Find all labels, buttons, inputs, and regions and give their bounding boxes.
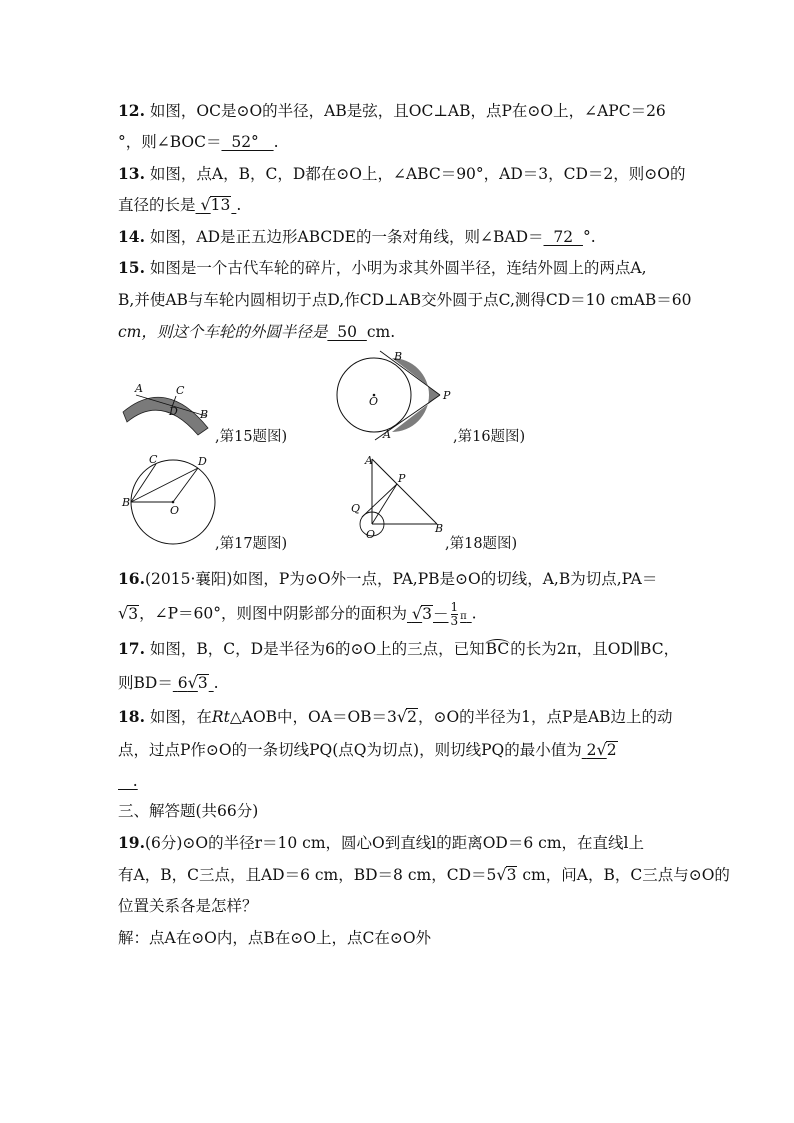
f15-label-A: A — [135, 382, 143, 395]
figure-17 — [118, 452, 223, 550]
q18-line1: 18. 如图，在Rt△AOB中，OA＝OB＝3√2，⊙O的半径为1，点P是AB边上的动 — [118, 707, 673, 726]
q16-answer: √3－ $\frac{1}{3}$ π — [411, 600, 467, 628]
q19-solution: 解：点A在⊙O内，点B在⊙O上，点C在⊙O外 — [118, 929, 432, 947]
f18-label-O: O — [366, 528, 376, 541]
arc-bc: BC — [485, 640, 510, 658]
figure-18 — [345, 452, 450, 544]
f17-label-O: O — [170, 504, 180, 517]
q15-line3: cm，则这个车轮的外圆半径是 50 cm. — [118, 323, 396, 341]
q18-line3: . — [118, 772, 138, 790]
q12-line1: 12. 如图，OC是⊙O的半径，AB是弦，且OC⊥AB，点P在⊙O上，∠APC＝26 — [118, 101, 666, 120]
q12-line2: °，则∠BOC＝ 52° . — [118, 133, 279, 151]
f17-label-B: B — [122, 496, 131, 509]
q18-answer: 2√2 — [586, 740, 617, 759]
q15-line2: B,并使AB与车轮内圆相切于点D,作CD⊥AB交外圆于点C,测得CD＝10 cmAB＝60 — [118, 291, 692, 309]
caption-fig17: ,第17题图) — [215, 536, 288, 552]
f15-label-D: D — [169, 405, 178, 418]
caption-fig15: ,第15题图) — [215, 429, 288, 445]
f16-label-P: P — [443, 389, 451, 402]
q19-line2: 有A，B，C三点，且AD＝6 cm，BD＝8 cm，CD＝5√3 cm，问A，B，C三点与⊙O的 — [118, 865, 730, 884]
figure-15 — [118, 378, 218, 443]
q12-answer: 52° — [221, 133, 274, 151]
f18-label-A: A — [365, 454, 373, 467]
q16-line1: 16.(2015·襄阳)如图，P为⊙O外一点，PA,PB是⊙O的切线，A,B为切点,PA＝ — [118, 569, 658, 588]
f17-label-C: C — [149, 453, 158, 466]
q14-line: 14. 如图，AD是正五边形ABCDE的一条对角线，则∠BAD＝ 72 °. — [118, 227, 596, 246]
q19-line3: 位置关系各是怎样？ — [118, 897, 258, 915]
q15-line1: 15. 如图是一个古代车轮的碎片，小明为求其外圆半径，连结外圆上的两点A, — [118, 258, 647, 277]
f16-label-A: A — [383, 428, 391, 441]
q13-line2: 直径的长是 √13 . — [118, 195, 242, 214]
q13-line1: 13. 如图，点A，B，C，D都在⊙O上，∠ABC＝90°，AD＝3，CD＝2，则⊙O的 — [118, 164, 686, 183]
q14-answer: 72 — [543, 228, 583, 246]
q17-line2: 则BD＝ 6√3 . — [118, 673, 219, 692]
f18-label-B: B — [435, 522, 444, 535]
q13-answer: √13 — [200, 195, 231, 214]
f15-label-C: C — [176, 384, 185, 397]
q16-line2: √3，∠P＝60°，则图中阴影部分的面积为 √3－ $\frac{1}{3}$ π . — [118, 600, 477, 628]
figure-16 — [330, 348, 455, 443]
wheel-fragment — [123, 397, 208, 435]
q18-line2: 点，过点P作⊙O的一条切线PQ(点Q为切点)，则切线PQ的最小值为 2√2 — [118, 740, 617, 759]
q19-line1: 19.(6分)⊙O的半径r＝10 cm，圆心O到直线l的距离OD＝6 cm，在直线l上 — [118, 833, 644, 852]
f18-label-Q: Q — [351, 502, 361, 515]
q15-answer: 50 — [327, 323, 367, 341]
section-heading: 三、解答题(共66分) — [118, 802, 259, 820]
shaded-region — [392, 358, 440, 432]
f17-label-D: D — [198, 455, 207, 468]
caption-fig16: ,第16题图) — [453, 429, 526, 445]
caption-fig18: ,第18题图) — [445, 536, 518, 552]
f16-label-B: B — [394, 350, 403, 363]
f16-label-O: O — [369, 395, 379, 408]
f15-label-B: B — [200, 408, 209, 421]
q17-line1: 17. 如图，B，C，D是半径为6的⊙O上的三点，已知BC的长为2π，且OD∥BC， — [118, 639, 680, 658]
f18-label-P: P — [398, 472, 406, 485]
q17-answer: 6√3 — [177, 673, 208, 692]
